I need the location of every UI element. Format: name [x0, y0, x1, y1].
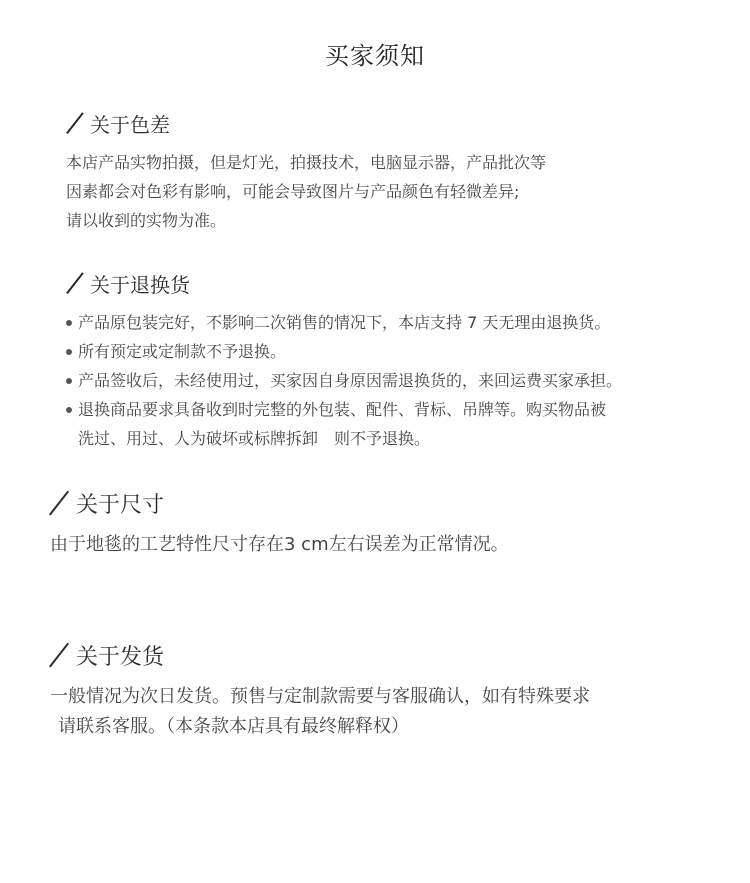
- list-item: [64, 395, 622, 453]
- slash-icon: [46, 641, 72, 669]
- section-body: [66, 148, 546, 235]
- section-heading-text: 关于退换货: [90, 272, 190, 297]
- list-item: [64, 337, 622, 366]
- page-title: 买家须知: [325, 42, 425, 70]
- list-item-line: 洗过、用过、人为破坏或标牌拆卸 则不予退换。: [78, 429, 431, 448]
- list-item: [64, 366, 622, 395]
- list-item-line: 产品签收后，未经使用过，买家因自身原因需退换货的，来回运费买家承担。: [78, 371, 623, 390]
- list-item-line: 产品原包装完好，不影响二次销售的情况下，本店支持 7 天无理由退换货。: [78, 313, 611, 332]
- section-shipping: [46, 638, 590, 742]
- slash-icon: [46, 489, 72, 517]
- body-line: 因素都会对色彩有影响，可能会导致图片与产品颜色有轻微差异;: [66, 182, 520, 201]
- slash-icon: [64, 111, 86, 135]
- list-item: [64, 308, 622, 337]
- returns-list: [64, 308, 622, 453]
- section-heading: [46, 486, 509, 520]
- body-line: 请以收到的实物为准。: [66, 211, 227, 230]
- section-returns: [64, 268, 622, 453]
- body-line: 请联系客服。（本条款本店具有最终解释权）: [58, 716, 409, 737]
- section-heading: [64, 268, 622, 298]
- body-line: 一般情况为次日发货。预售与定制款需要与客服确认，如有特殊要求: [50, 686, 590, 707]
- section-size: [46, 486, 509, 560]
- section-heading-text: 关于发货: [76, 644, 165, 670]
- body-line: 本店产品实物拍摄，但是灯光，拍摄技术，电脑显示器，产品批次等: [66, 153, 547, 172]
- list-item-line: 所有预定或定制款不予退换。: [78, 342, 287, 361]
- section-heading-text: 关于色差: [90, 112, 170, 137]
- section-heading: [46, 638, 590, 672]
- slash-icon: [64, 271, 86, 295]
- section-body: [50, 530, 509, 560]
- section-color-difference: [64, 108, 546, 235]
- section-heading: [64, 108, 546, 138]
- section-heading-text: 关于尺寸: [76, 492, 165, 518]
- list-item-line: 退换商品要求具备收到时完整的外包装、配件、背标、吊牌等。购买物品被: [78, 400, 607, 419]
- body-line: 由于地毯的工艺特性尺寸存在3 cm左右误差为正常情况。: [50, 534, 509, 555]
- section-body: [50, 682, 590, 742]
